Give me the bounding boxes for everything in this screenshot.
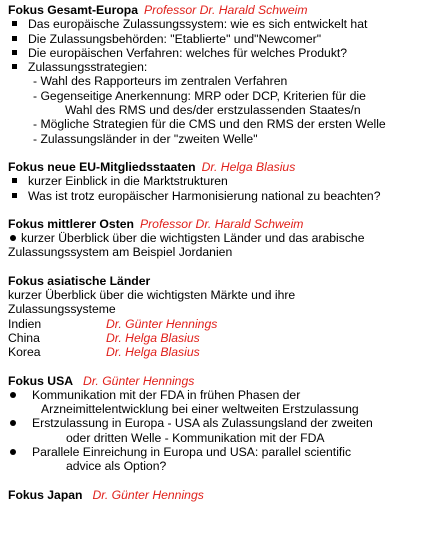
- list-item: Was ist trotz europäischer Harmonisierung national zu beachten?: [8, 189, 424, 203]
- table-row: [8, 317, 217, 331]
- list-item: Die Zulassungsbehörden: "Etablierte" und"Newcomer": [8, 32, 424, 46]
- round-bullet-icon: [10, 392, 16, 398]
- section-title: Fokus Japan: [8, 487, 83, 502]
- sub-item: - Wahl des Rapporteurs im zentralen Verfahren: [33, 74, 288, 89]
- country-speaker-table: [8, 317, 217, 360]
- section-heading: [8, 374, 424, 388]
- list-item: kurzer Einblick in die Marktstrukturen: [8, 174, 424, 188]
- sub-list: [8, 74, 424, 145]
- sub-item: - Mögliche Strategien für die CMS und den RMS der ersten Welle: [33, 117, 386, 132]
- sub-item: - Zulassungsländer in der "zweiten Welle": [33, 131, 258, 146]
- list-item: Zulassungsstrategien:: [8, 60, 424, 74]
- section-heading: [8, 3, 424, 17]
- bullet-list: [8, 388, 424, 474]
- sub-item-continuation: Wahl des RMS und des/der erstzulassenden Staates/n: [65, 103, 361, 118]
- list-item: kurzer Überblick über die wichtigsten Länder und das arabische: [8, 231, 424, 245]
- list-item: Erstzulassung in Europa - USA als Zulassungsland der zweiten oder dritten Welle - Kommunikation mit der FDA: [8, 416, 424, 445]
- speaker-name: Dr. Günter Hennings: [83, 373, 195, 388]
- list-item: Das europäische Zulassungssystem: wie es sich entwickelt hat: [8, 17, 424, 31]
- section-mittlerer-osten: [8, 217, 424, 260]
- list-item: Die europäischen Verfahren: welches für welches Produkt?: [8, 46, 424, 60]
- table-row: [8, 345, 217, 359]
- section-title: Fokus neue EU-Mitgliedsstaaten: [8, 159, 196, 174]
- speaker-name: Professor Dr. Harald Schweim: [139, 216, 304, 231]
- table-row: [8, 331, 217, 345]
- section-heading: [8, 274, 424, 288]
- country-name: Korea: [8, 345, 41, 360]
- speaker-name: Professor Dr. Harald Schweim: [144, 3, 308, 17]
- section-asiatische-laender: [8, 274, 424, 360]
- intro-text: kurzer Überblick über die wichtigsten Märkte und ihre: [8, 288, 296, 303]
- square-bullet-icon: [12, 178, 17, 183]
- speaker-name: Dr. Günter Hennings: [92, 487, 204, 502]
- square-bullet-icon: [12, 193, 17, 198]
- speaker-name: Dr. Günter Hennings: [106, 316, 218, 331]
- section-japan: [8, 488, 424, 502]
- section-heading: [8, 217, 424, 231]
- square-bullet-icon: [12, 21, 17, 26]
- country-name: Indien: [8, 316, 42, 331]
- section-gesamt-europa: [8, 3, 424, 146]
- round-bullet-icon: [10, 420, 16, 426]
- section-usa: [8, 374, 424, 474]
- square-bullet-icon: [12, 64, 17, 69]
- bullet-list: [8, 17, 424, 74]
- speaker-name: Dr. Helga Blasius: [201, 159, 296, 174]
- list-item-continuation: Zulassungssystem am Beispiel Jordanien: [8, 245, 233, 260]
- speaker-name: Dr. Helga Blasius: [106, 330, 200, 345]
- list-item: Parallele Einreichung in Europa und USA: parallel scientific advice als Option?: [8, 445, 424, 474]
- list-item: Kommunikation mit der FDA in frühen Phasen der Arzneimittelentwicklung bei einer weltweiten Erstzulassung: [8, 388, 424, 417]
- bullet-list: [8, 174, 424, 203]
- section-neue-eu-mitgliedsstaaten: [8, 160, 424, 203]
- intro-text: Zulassungssysteme: [8, 302, 116, 317]
- section-heading: [8, 160, 424, 174]
- section-title: Fokus Gesamt-Europa: [8, 3, 139, 17]
- section-heading: [8, 488, 424, 502]
- square-bullet-icon: [12, 50, 17, 55]
- speaker-name: Dr. Helga Blasius: [106, 345, 200, 360]
- section-title: Fokus mittlerer Osten: [8, 216, 134, 231]
- square-bullet-icon: [12, 36, 17, 41]
- sub-item: - Gegenseitige Anerkennung: MRP oder DCP, Kriterien für die: [33, 88, 366, 103]
- round-bullet-icon: [10, 235, 16, 241]
- round-bullet-icon: [10, 449, 16, 455]
- country-name: China: [8, 330, 40, 345]
- section-title: Fokus asiatische Länder: [8, 273, 151, 288]
- section-title: Fokus USA: [8, 373, 74, 388]
